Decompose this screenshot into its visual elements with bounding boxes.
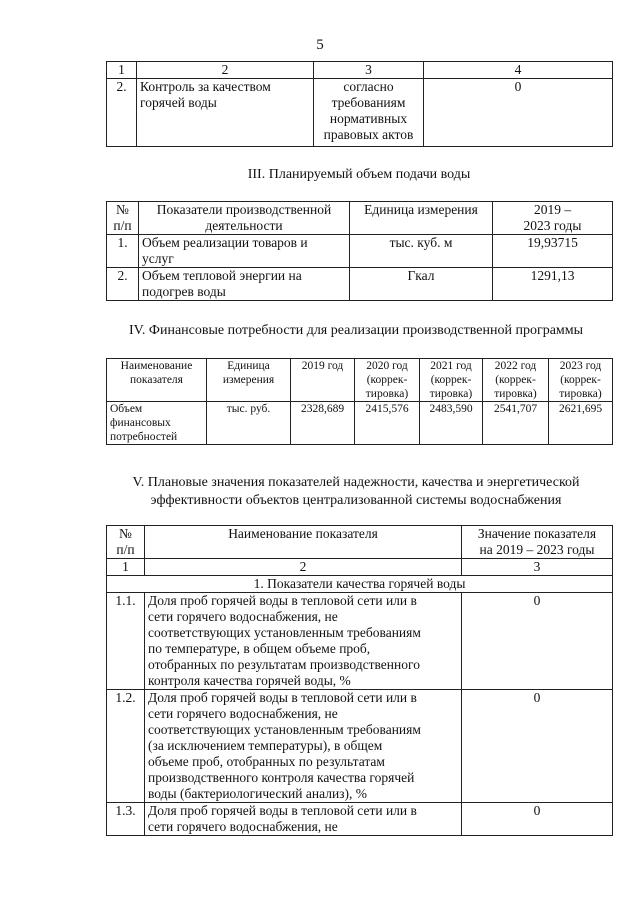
- unit: тыс. куб. м: [350, 235, 493, 268]
- col-number: 2: [137, 62, 314, 79]
- col-header-indicator: Наименование показателя: [107, 359, 207, 402]
- col-number: 1: [107, 559, 145, 576]
- reliability-indicators-table: [106, 525, 613, 836]
- value: 1291,13: [493, 268, 613, 301]
- table-row: [107, 79, 613, 147]
- group-title-row: [107, 576, 613, 593]
- table-header-row: [107, 359, 613, 402]
- table-row: [107, 235, 613, 268]
- indicator-name: Объем тепловой энергии на подогрев воды: [139, 268, 350, 301]
- indicator-name: Доля проб горячей воды в тепловой сети или в сети горячего водоснабжения, не соответствующих установленным требованиям по температуре, в общем объеме проб, отобранных по результатам производственного контроля качества горячей воды, %: [145, 593, 462, 690]
- value-2023: 2621,695: [549, 402, 613, 445]
- value-2020: 2415,576: [355, 402, 420, 445]
- financial-needs-table: [106, 358, 613, 445]
- col-header-year-2021: 2021 год (коррек- тировка): [420, 359, 483, 402]
- row-number: 2.: [107, 79, 137, 147]
- col-header-indicator: Наименование показателя: [145, 526, 462, 559]
- column-number-row: [107, 559, 613, 576]
- col-number: 3: [314, 62, 424, 79]
- unit: Гкал: [350, 268, 493, 301]
- col-number: 1: [107, 62, 137, 79]
- row-number: 1.2.: [107, 690, 145, 803]
- indicator-value: 0: [462, 593, 613, 690]
- col-header-year-2020: 2020 год (коррек- тировка): [355, 359, 420, 402]
- value: 19,93715: [493, 235, 613, 268]
- table-row: [107, 593, 613, 690]
- col-header-year-2023: 2023 год (коррек- тировка): [549, 359, 613, 402]
- quality-control-table: [106, 61, 613, 147]
- section-4-title: IV. Финансовые потребности для реализации производственной программы: [128, 323, 584, 338]
- col-number: 2: [145, 559, 462, 576]
- indicator-value: 0: [462, 690, 613, 803]
- col-header-year-2022: 2022 год (коррек- тировка): [483, 359, 549, 402]
- indicator-name: Объем финансовых потребностей: [107, 402, 207, 445]
- water-supply-volume-table: [106, 201, 613, 301]
- value-2021: 2483,590: [420, 402, 483, 445]
- row-number: 1.1.: [107, 593, 145, 690]
- column-number-row: [107, 62, 613, 79]
- group-title: 1. Показатели качества горячей воды: [107, 576, 613, 593]
- col-number: 4: [424, 62, 613, 79]
- indicator-name: Объем реализации товаров и услуг: [139, 235, 350, 268]
- indicator-name: Доля проб горячей воды в тепловой сети или в сети горячего водоснабжения, не соответствующих установленным требованиям (за исключением температуры), в общем объеме проб, отобранных по результатам производственного контроля качества горячей воды (бактериологический анализ), %: [145, 690, 462, 803]
- unit: тыс. руб.: [207, 402, 291, 445]
- col-header-unit: Единица измерения: [207, 359, 291, 402]
- section-5-title-line: эффективности объектов централизованной системы водоснабжения: [150, 493, 562, 508]
- section-5-title: [86, 474, 626, 510]
- page-number: 5: [316, 37, 324, 53]
- value-2022: 2541,707: [483, 402, 549, 445]
- section-3-title: III. Планируемый объем подачи воды: [247, 167, 471, 182]
- table-row: [107, 690, 613, 803]
- row-number: 1.: [107, 235, 139, 268]
- col-number: 3: [462, 559, 613, 576]
- measure-basis: согласно требованиям нормативных правовых актов: [314, 79, 424, 147]
- indicator-name: Доля проб горячей воды в тепловой сети или в сети горячего водоснабжения, не: [145, 803, 462, 836]
- col-header-number: № п/п: [107, 202, 139, 235]
- table-row: [107, 402, 613, 445]
- col-header-value: Значение показателя на 2019 – 2023 годы: [462, 526, 613, 559]
- table-header-row: [107, 526, 613, 559]
- measure-name: Контроль за качеством горячей воды: [137, 79, 314, 147]
- table-row: [107, 803, 613, 836]
- col-header-number: № п/п: [107, 526, 145, 559]
- row-number: 2.: [107, 268, 139, 301]
- section-5-title-line: V. Плановые значения показателей надежности, качества и энергетической: [132, 475, 580, 490]
- indicator-value: 0: [462, 803, 613, 836]
- row-number: 1.3.: [107, 803, 145, 836]
- col-header-period: 2019 – 2023 годы: [493, 202, 613, 235]
- table-header-row: [107, 202, 613, 235]
- col-header-indicator: Показатели производственной деятельности: [139, 202, 350, 235]
- col-header-unit: Единица измерения: [350, 202, 493, 235]
- table-row: [107, 268, 613, 301]
- measure-value: 0: [424, 79, 613, 147]
- value-2019: 2328,689: [291, 402, 355, 445]
- col-header-year-2019: 2019 год: [291, 359, 355, 402]
